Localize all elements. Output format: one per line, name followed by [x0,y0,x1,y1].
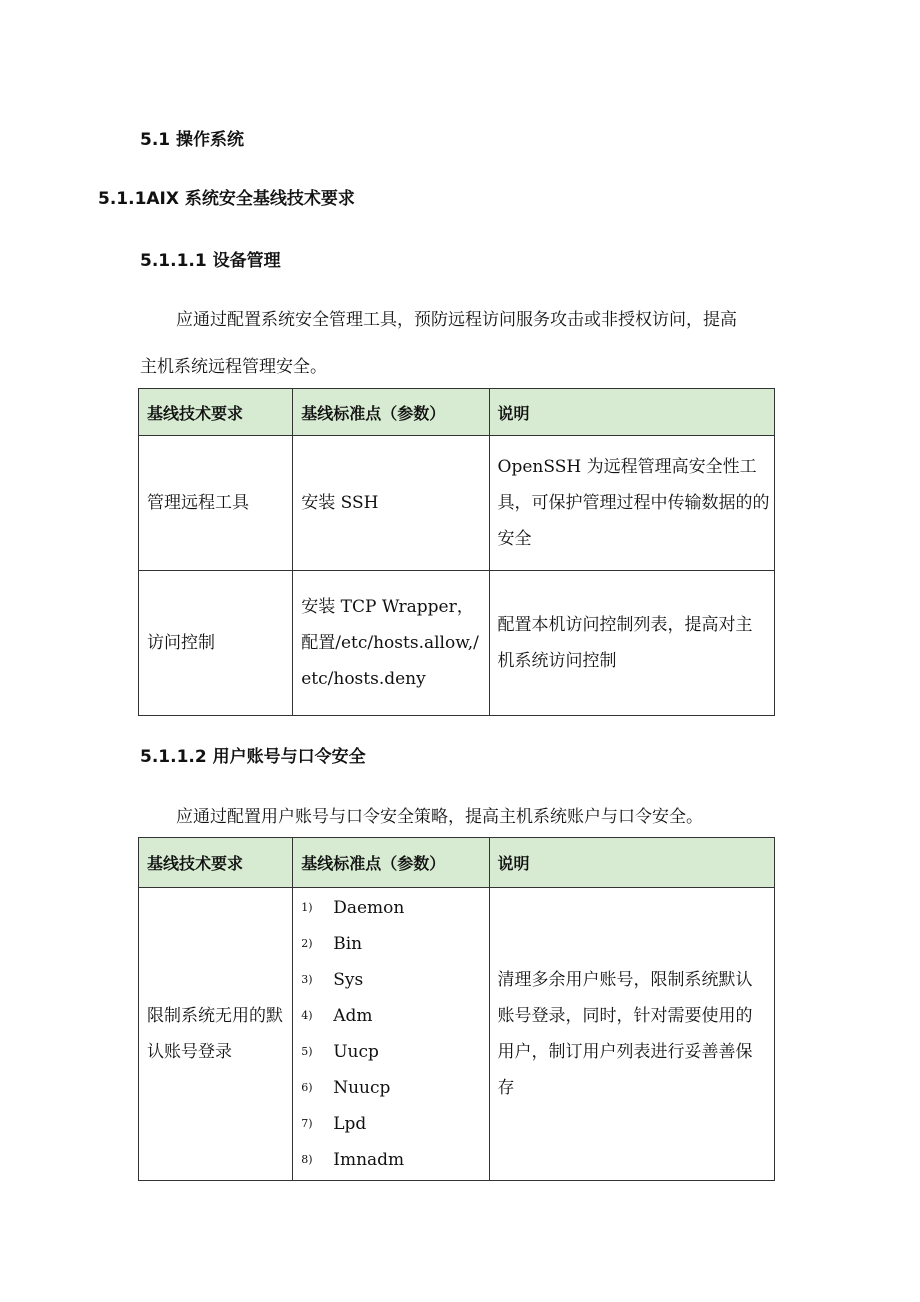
list-item: 2) Bin [301,926,480,962]
table-row [139,571,775,716]
requirement-cell: 限制系统无用的默认账号登录 [139,888,293,1181]
list-item: 8) Imnadm [301,1142,480,1178]
list-item: 4) Adm [301,998,480,1034]
table-header-row [139,838,775,888]
account-name: Daemon [333,898,405,918]
list-item: 5) Uucp [301,1034,480,1070]
account-name: Uucp [333,1042,379,1062]
standard-cell: 安装 TCP Wrapper，配置/etc/hosts.allow,/etc/hosts.deny [293,571,489,716]
section-heading-5-1: 5.1 操作系统 [140,130,245,150]
account-password-table [138,837,775,1181]
standard-cell: 安装 SSH [293,436,489,571]
paragraph-1-line-1: 应通过配置系统安全管理工具，预防远程访问服务攻击或非授权访问，提高 [176,310,737,330]
paragraph-2: 应通过配置用户账号与口令安全策略，提高主机系统账户与口令安全。 [176,807,703,827]
account-name: Lpd [333,1114,367,1134]
column-header: 说明 [489,389,774,436]
column-header: 基线标准点（参数） [293,389,489,436]
requirement-cell: 访问控制 [139,571,293,716]
account-name: Imnadm [333,1150,405,1170]
table-row [139,888,775,1181]
column-header: 基线技术要求 [139,389,293,436]
section-heading-5-1-1: 5.1.1AIX 系统安全基线技术要求 [98,189,355,209]
section-heading-5-1-1-1: 5.1.1.1 设备管理 [140,251,281,271]
default-account-list [301,890,480,1178]
table-header-row [139,389,775,436]
column-header: 基线技术要求 [139,838,293,888]
standard-cell [293,888,489,1181]
account-name: Sys [333,970,364,990]
description-cell: 清理多余用户账号，限制系统默认账号登录，同时，针对需要使用的用户，制订用户列表进行妥善善保存 [489,888,774,1181]
account-name: Bin [333,934,363,954]
list-item: 7) Lpd [301,1106,480,1142]
list-item: 6) Nuucp [301,1070,480,1106]
column-header: 说明 [489,838,774,888]
description-cell: 配置本机访问控制列表，提高对主机系统访问控制 [489,571,774,716]
description-cell: OpenSSH 为远程管理高安全性工具，可保护管理过程中传输数据的的安全 [489,436,774,571]
table-row [139,436,775,571]
paragraph-1-line-2: 主机系统远程管理安全。 [140,357,327,377]
list-item: 3) Sys [301,962,480,998]
column-header: 基线标准点（参数） [293,838,489,888]
device-management-table [138,388,775,716]
account-name: Adm [333,1006,373,1026]
section-heading-5-1-1-2: 5.1.1.2 用户账号与口令安全 [140,747,366,767]
list-item: 1) Daemon [301,890,480,926]
account-name: Nuucp [333,1078,391,1098]
requirement-cell: 管理远程工具 [139,436,293,571]
